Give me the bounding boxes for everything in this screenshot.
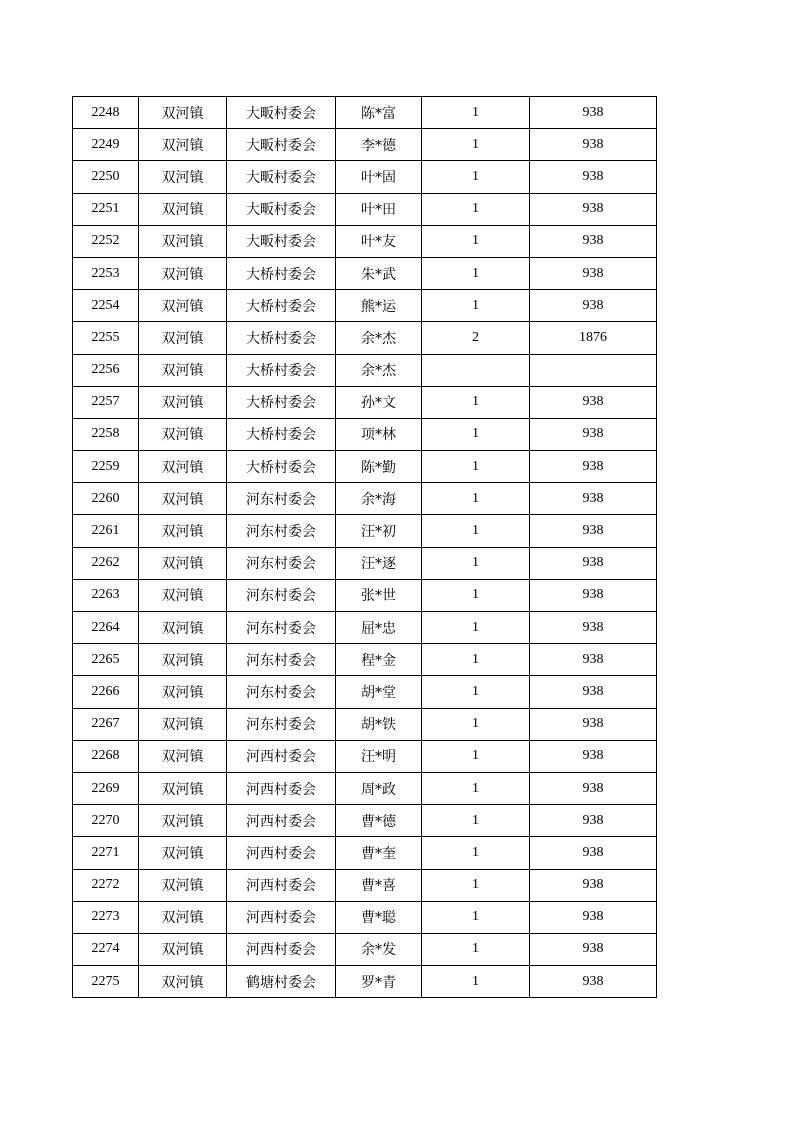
- town-cell: 双河镇: [139, 193, 227, 225]
- town-cell: 双河镇: [139, 257, 227, 289]
- count-cell: 1: [422, 837, 530, 869]
- name-cell: 胡*铁: [336, 708, 422, 740]
- amount-cell: 938: [530, 97, 657, 129]
- amount-cell: 938: [530, 451, 657, 483]
- amount-cell: 938: [530, 129, 657, 161]
- row-number-cell: 2254: [73, 290, 139, 322]
- name-cell: 汪*明: [336, 740, 422, 772]
- town-cell: 双河镇: [139, 225, 227, 257]
- table-row: [73, 386, 657, 418]
- village-cell: 大桥村委会: [227, 257, 336, 289]
- name-cell: 朱*武: [336, 257, 422, 289]
- name-cell: 余*发: [336, 933, 422, 965]
- name-cell: 曹*喜: [336, 869, 422, 901]
- village-cell: 大桥村委会: [227, 418, 336, 450]
- row-number-cell: 2257: [73, 386, 139, 418]
- row-number-cell: 2274: [73, 933, 139, 965]
- count-cell: 1: [422, 418, 530, 450]
- name-cell: 叶*固: [336, 161, 422, 193]
- amount-cell: 938: [530, 901, 657, 933]
- count-cell: 1: [422, 97, 530, 129]
- name-cell: 曹*聪: [336, 901, 422, 933]
- name-cell: 胡*堂: [336, 676, 422, 708]
- row-number-cell: 2256: [73, 354, 139, 386]
- village-cell: 河西村委会: [227, 740, 336, 772]
- amount-cell: 938: [530, 193, 657, 225]
- village-cell: 大畈村委会: [227, 193, 336, 225]
- table-row: [73, 290, 657, 322]
- town-cell: 双河镇: [139, 676, 227, 708]
- count-cell: 1: [422, 257, 530, 289]
- amount-cell: 938: [530, 515, 657, 547]
- village-cell: 大畈村委会: [227, 97, 336, 129]
- table-row: [73, 869, 657, 901]
- name-cell: 程*金: [336, 644, 422, 676]
- town-cell: 双河镇: [139, 837, 227, 869]
- table-row: [73, 322, 657, 354]
- count-cell: 1: [422, 193, 530, 225]
- count-cell: 1: [422, 676, 530, 708]
- town-cell: 双河镇: [139, 644, 227, 676]
- name-cell: 曹*德: [336, 805, 422, 837]
- amount-cell: 938: [530, 161, 657, 193]
- count-cell: 1: [422, 933, 530, 965]
- table-row: [73, 837, 657, 869]
- table-row: [73, 933, 657, 965]
- table-row: [73, 193, 657, 225]
- village-cell: 河西村委会: [227, 772, 336, 804]
- village-cell: 大桥村委会: [227, 354, 336, 386]
- name-cell: 陈*勤: [336, 451, 422, 483]
- amount-cell: 938: [530, 290, 657, 322]
- row-number-cell: 2268: [73, 740, 139, 772]
- amount-cell: 938: [530, 772, 657, 804]
- amount-cell: 938: [530, 644, 657, 676]
- table-body: [73, 97, 657, 998]
- village-cell: 河西村委会: [227, 933, 336, 965]
- village-cell: 河东村委会: [227, 547, 336, 579]
- row-number-cell: 2255: [73, 322, 139, 354]
- count-cell: 2: [422, 322, 530, 354]
- count-cell: 1: [422, 740, 530, 772]
- table-row: [73, 676, 657, 708]
- row-number-cell: 2265: [73, 644, 139, 676]
- count-cell: 1: [422, 290, 530, 322]
- village-cell: 河西村委会: [227, 805, 336, 837]
- row-number-cell: 2251: [73, 193, 139, 225]
- town-cell: 双河镇: [139, 129, 227, 161]
- village-cell: 大畈村委会: [227, 129, 336, 161]
- amount-cell: 938: [530, 547, 657, 579]
- row-number-cell: 2264: [73, 612, 139, 644]
- village-cell: 河西村委会: [227, 837, 336, 869]
- row-number-cell: 2263: [73, 579, 139, 611]
- count-cell: [422, 354, 530, 386]
- amount-cell: 938: [530, 225, 657, 257]
- amount-cell: 938: [530, 933, 657, 965]
- count-cell: 1: [422, 805, 530, 837]
- town-cell: 双河镇: [139, 772, 227, 804]
- table-row: [73, 97, 657, 129]
- town-cell: 双河镇: [139, 386, 227, 418]
- town-cell: 双河镇: [139, 547, 227, 579]
- town-cell: 双河镇: [139, 933, 227, 965]
- town-cell: 双河镇: [139, 451, 227, 483]
- count-cell: 1: [422, 161, 530, 193]
- village-cell: 大畈村委会: [227, 225, 336, 257]
- name-cell: 余*杰: [336, 322, 422, 354]
- count-cell: 1: [422, 579, 530, 611]
- amount-cell: 938: [530, 386, 657, 418]
- town-cell: 双河镇: [139, 322, 227, 354]
- name-cell: 熊*运: [336, 290, 422, 322]
- count-cell: 1: [422, 901, 530, 933]
- table-row: [73, 644, 657, 676]
- village-cell: 大桥村委会: [227, 290, 336, 322]
- town-cell: 双河镇: [139, 612, 227, 644]
- table-row: [73, 547, 657, 579]
- amount-cell: 938: [530, 579, 657, 611]
- table-row: [73, 772, 657, 804]
- table-row: [73, 483, 657, 515]
- village-cell: 河东村委会: [227, 515, 336, 547]
- table-row: [73, 418, 657, 450]
- name-cell: 孙*文: [336, 386, 422, 418]
- name-cell: 曹*奎: [336, 837, 422, 869]
- count-cell: 1: [422, 644, 530, 676]
- name-cell: 陈*富: [336, 97, 422, 129]
- name-cell: 叶*友: [336, 225, 422, 257]
- table-row: [73, 257, 657, 289]
- row-number-cell: 2262: [73, 547, 139, 579]
- amount-cell: 938: [530, 869, 657, 901]
- village-cell: 大桥村委会: [227, 322, 336, 354]
- town-cell: 双河镇: [139, 354, 227, 386]
- count-cell: 1: [422, 612, 530, 644]
- count-cell: 1: [422, 129, 530, 161]
- table-row: [73, 515, 657, 547]
- amount-cell: 938: [530, 676, 657, 708]
- village-cell: 河东村委会: [227, 644, 336, 676]
- name-cell: 余*杰: [336, 354, 422, 386]
- town-cell: 双河镇: [139, 515, 227, 547]
- row-number-cell: 2260: [73, 483, 139, 515]
- amount-cell: [530, 354, 657, 386]
- row-number-cell: 2270: [73, 805, 139, 837]
- row-number-cell: 2271: [73, 837, 139, 869]
- table-row: [73, 740, 657, 772]
- village-cell: 大桥村委会: [227, 386, 336, 418]
- data-table: [72, 96, 657, 998]
- table-row: [73, 612, 657, 644]
- table-row: [73, 805, 657, 837]
- town-cell: 双河镇: [139, 290, 227, 322]
- count-cell: 1: [422, 451, 530, 483]
- table-row: [73, 901, 657, 933]
- count-cell: 1: [422, 386, 530, 418]
- amount-cell: 938: [530, 740, 657, 772]
- village-cell: 河东村委会: [227, 708, 336, 740]
- amount-cell: 1876: [530, 322, 657, 354]
- count-cell: 1: [422, 869, 530, 901]
- name-cell: 汪*初: [336, 515, 422, 547]
- count-cell: 1: [422, 966, 530, 998]
- row-number-cell: 2275: [73, 966, 139, 998]
- table-row: [73, 451, 657, 483]
- row-number-cell: 2269: [73, 772, 139, 804]
- village-cell: 鹤塘村委会: [227, 966, 336, 998]
- town-cell: 双河镇: [139, 869, 227, 901]
- village-cell: 河东村委会: [227, 579, 336, 611]
- village-cell: 河东村委会: [227, 612, 336, 644]
- table-row: [73, 225, 657, 257]
- row-number-cell: 2258: [73, 418, 139, 450]
- table-row: [73, 129, 657, 161]
- table-row: [73, 354, 657, 386]
- town-cell: 双河镇: [139, 708, 227, 740]
- town-cell: 双河镇: [139, 901, 227, 933]
- name-cell: 汪*逐: [336, 547, 422, 579]
- row-number-cell: 2250: [73, 161, 139, 193]
- amount-cell: 938: [530, 966, 657, 998]
- town-cell: 双河镇: [139, 97, 227, 129]
- row-number-cell: 2267: [73, 708, 139, 740]
- town-cell: 双河镇: [139, 418, 227, 450]
- count-cell: 1: [422, 483, 530, 515]
- name-cell: 屈*忠: [336, 612, 422, 644]
- name-cell: 张*世: [336, 579, 422, 611]
- name-cell: 周*政: [336, 772, 422, 804]
- count-cell: 1: [422, 547, 530, 579]
- count-cell: 1: [422, 225, 530, 257]
- village-cell: 河西村委会: [227, 901, 336, 933]
- village-cell: 河西村委会: [227, 869, 336, 901]
- row-number-cell: 2261: [73, 515, 139, 547]
- amount-cell: 938: [530, 257, 657, 289]
- name-cell: 罗*青: [336, 966, 422, 998]
- town-cell: 双河镇: [139, 805, 227, 837]
- name-cell: 李*德: [336, 129, 422, 161]
- name-cell: 项*林: [336, 418, 422, 450]
- table-row: [73, 966, 657, 998]
- village-cell: 河东村委会: [227, 676, 336, 708]
- town-cell: 双河镇: [139, 966, 227, 998]
- amount-cell: 938: [530, 483, 657, 515]
- village-cell: 大桥村委会: [227, 451, 336, 483]
- table-row: [73, 579, 657, 611]
- amount-cell: 938: [530, 418, 657, 450]
- row-number-cell: 2266: [73, 676, 139, 708]
- name-cell: 叶*田: [336, 193, 422, 225]
- count-cell: 1: [422, 772, 530, 804]
- town-cell: 双河镇: [139, 740, 227, 772]
- amount-cell: 938: [530, 612, 657, 644]
- town-cell: 双河镇: [139, 483, 227, 515]
- village-cell: 河东村委会: [227, 483, 336, 515]
- amount-cell: 938: [530, 805, 657, 837]
- row-number-cell: 2259: [73, 451, 139, 483]
- row-number-cell: 2272: [73, 869, 139, 901]
- row-number-cell: 2248: [73, 97, 139, 129]
- row-number-cell: 2273: [73, 901, 139, 933]
- row-number-cell: 2253: [73, 257, 139, 289]
- village-cell: 大畈村委会: [227, 161, 336, 193]
- amount-cell: 938: [530, 708, 657, 740]
- count-cell: 1: [422, 708, 530, 740]
- town-cell: 双河镇: [139, 161, 227, 193]
- town-cell: 双河镇: [139, 579, 227, 611]
- table-row: [73, 161, 657, 193]
- row-number-cell: 2249: [73, 129, 139, 161]
- amount-cell: 938: [530, 837, 657, 869]
- name-cell: 余*海: [336, 483, 422, 515]
- row-number-cell: 2252: [73, 225, 139, 257]
- table-row: [73, 708, 657, 740]
- count-cell: 1: [422, 515, 530, 547]
